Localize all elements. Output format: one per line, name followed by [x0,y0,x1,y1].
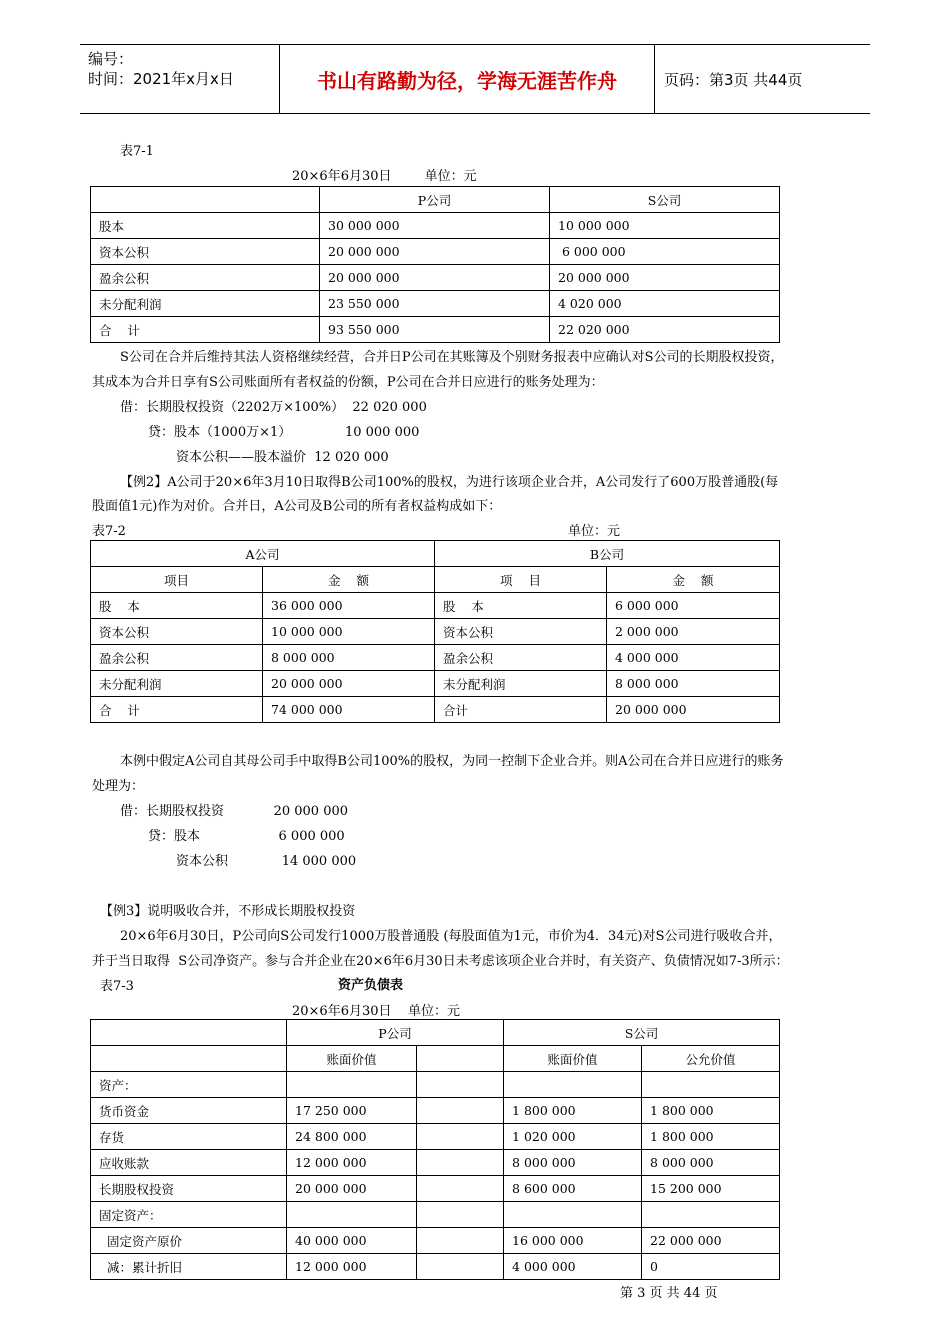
table-header-cell: 账面价值 [287,1046,417,1072]
table-cell: 固定资产： [91,1202,287,1228]
table-cell: 未分配利润 [435,671,607,697]
table-cell: 6 000 000 [607,593,780,619]
table-cell: 22 000 000 [642,1228,780,1254]
table-cell: 20 000 000 [607,697,780,723]
header-meta [80,45,280,113]
table-7-1 [90,186,780,343]
table-row [91,1176,780,1202]
table3-subtitle: 20×6年6月30日 单位：元 [292,1004,461,1019]
table-header-cell: 公允价值 [642,1046,780,1072]
table-cell [417,1228,504,1254]
journal-entry-credit: 贷：股本（1000万×1） 10 000 000 [148,425,420,440]
table-cell [417,1124,504,1150]
journal-entry-credit: 资本公积 14 000 000 [176,854,357,869]
table-cell: 资本公积 [91,239,320,265]
table-row [91,213,780,239]
table-cell: 存货 [91,1124,287,1150]
table-row [91,265,780,291]
table-cell: 20 000 000 [320,239,550,265]
table-cell: 17 250 000 [287,1098,417,1124]
journal-entry-credit: 贷：股本 6 000 000 [148,829,345,844]
table-cell: 盈余公积 [91,265,320,291]
table-header-cell: 金 额 [607,567,780,593]
table-cell: 2 000 000 [607,619,780,645]
table-cell [287,1072,417,1098]
table-cell: 23 550 000 [320,291,550,317]
table-cell: 长期股权投资 [91,1176,287,1202]
table-cell: 22 020 000 [550,317,780,343]
table-cell [287,1202,417,1228]
table-row [91,1124,780,1150]
para1-line2: 其成本为合并日享有S公司账面所有者权益的份额，P公司在合并日应进行的账务处理为： [92,375,604,390]
table-cell [642,1072,780,1098]
table-cell: 8 000 000 [642,1150,780,1176]
table-group-header-row [91,1020,780,1046]
table-cell [417,1176,504,1202]
table-cell: 20 000 000 [550,265,780,291]
table-header-cell: P公司 [287,1020,504,1046]
table-cell: 4 000 000 [504,1254,642,1280]
header-motto: 书山有路勤为径，学海无涯苦作舟 [280,45,655,113]
table-cell: 30 000 000 [320,213,550,239]
table-cell: 1 800 000 [642,1124,780,1150]
table-row [91,593,780,619]
table-cell: 20 000 000 [263,671,435,697]
example2-line1: 【例2】A公司于20×6年3月10日取得B公司100%的股权，为进行该项企业合并，A公司发行了600万股普通股(每 [120,475,779,490]
table-row [91,671,780,697]
example3-title: 【例3】说明吸收合并，不形成长期股权投资 [100,904,356,919]
table-cell [417,1150,504,1176]
example2-note-line1: 本例中假定A公司自其母公司手中取得B公司100%的股权，为同一控制下企业合并。则A公司在合并日应进行的账务 [120,754,784,769]
table-cell: 6 000 000 [550,239,780,265]
table2-caption: 表7-2 [92,524,126,539]
table-header-cell: 账面价值 [504,1046,642,1072]
table-cell: 固定资产原价 [91,1228,287,1254]
table-cell: 10 000 000 [550,213,780,239]
table-cell: 资本公积 [435,619,607,645]
table-cell: 8 000 000 [607,671,780,697]
header-page-info: 页码：第3页 共44页 [664,70,803,89]
table-cell: 货币资金 [91,1098,287,1124]
table-cell [417,1098,504,1124]
table-cell: 资本公积 [91,619,263,645]
table-header-cell [91,187,320,213]
table-header-row [91,187,780,213]
table-cell [417,1254,504,1280]
table-cell: 74 000 000 [263,697,435,723]
table-cell: 减：累计折旧 [91,1254,287,1280]
table3-title: 资产负债表 [338,978,404,993]
page-footer: 第 3 页 共 44 页 [620,1286,718,1301]
table-cell [504,1202,642,1228]
table-cell: 合 计 [91,697,263,723]
table-cell: 8 000 000 [263,645,435,671]
table3-caption: 表7-3 [100,979,134,994]
journal-entry-credit: 资本公积——股本溢价 12 020 000 [176,450,389,465]
table-row [91,1098,780,1124]
table-row [91,317,780,343]
table-cell: 合 计 [91,317,320,343]
table2-unit: 单位：元 [568,524,621,539]
table-header-cell: S公司 [550,187,780,213]
table-row [91,1228,780,1254]
table-cell: 股 本 [91,593,263,619]
table-row [91,291,780,317]
table-cell: 资产： [91,1072,287,1098]
table-cell: 40 000 000 [287,1228,417,1254]
table-cell: 12 000 000 [287,1150,417,1176]
table-header-cell: 项目 [91,567,263,593]
table-cell: 未分配利润 [91,291,320,317]
table-row [91,645,780,671]
table-header-cell: P公司 [320,187,550,213]
table-row [91,1202,780,1228]
table-row [91,619,780,645]
serial-label: 编号： [88,50,134,68]
table-cell: 20 000 000 [287,1176,417,1202]
table-cell: 10 000 000 [263,619,435,645]
table-cell: 股 本 [435,593,607,619]
table-header-cell: 金 额 [263,567,435,593]
table-header-cell: A公司 [91,541,435,567]
table-cell: 应收账款 [91,1150,287,1176]
table-cell: 1 800 000 [504,1098,642,1124]
table-cell: 0 [642,1254,780,1280]
table-cell: 未分配利润 [91,671,263,697]
table-cell [417,1072,504,1098]
table-cell: 93 550 000 [320,317,550,343]
table-7-2 [90,540,780,723]
table-group-header-row [91,541,780,567]
table-header-cell [91,1020,287,1046]
table-header-row [91,1046,780,1072]
table-row [91,697,780,723]
page-header [80,44,870,114]
table-header-cell: B公司 [435,541,780,567]
table-cell: 4 020 000 [550,291,780,317]
table-cell: 1 020 000 [504,1124,642,1150]
example3-line1: 20×6年6月30日，P公司向S公司发行1000万股普通股 (每股面值为1元，市价为4．34元)对S公司进行吸收合并， [120,929,782,944]
table-cell: 36 000 000 [263,593,435,619]
time-label: 时间：2021年x月x日 [88,70,234,88]
table-7-3 [90,1019,780,1280]
table-cell: 股本 [91,213,320,239]
table-cell: 20 000 000 [320,265,550,291]
table-cell: 8 600 000 [504,1176,642,1202]
table-cell: 24 800 000 [287,1124,417,1150]
table-header-row [91,567,780,593]
table-cell: 12 000 000 [287,1254,417,1280]
table-row [91,1072,780,1098]
table-row [91,1150,780,1176]
journal-entry-debit: 借：长期股权投资（2202万×100%） 22 020 000 [120,400,427,415]
table-cell: 盈余公积 [435,645,607,671]
table-cell: 16 000 000 [504,1228,642,1254]
example2-line2: 股面值1元)作为对价。合并日，A公司及B公司的所有者权益构成如下： [92,499,502,514]
table1-caption: 表7-1 [120,144,154,159]
table-cell [642,1202,780,1228]
table-cell [504,1072,642,1098]
table-cell: 1 800 000 [642,1098,780,1124]
table1-subtitle: 20×6年6月30日 单位：元 [292,169,477,184]
table-row [91,239,780,265]
table-cell [417,1202,504,1228]
table-header-cell: 项 目 [435,567,607,593]
example2-note-line2: 处理为： [92,779,145,794]
table-header-cell: S公司 [504,1020,780,1046]
journal-entry-debit: 借：长期股权投资 20 000 000 [120,804,349,819]
table-cell: 合计 [435,697,607,723]
example3-line2: 并于当日取得 S公司净资产。参与合并企业在20×6年6月30日未考虑该项企业合并时，有关资产、负债情况如7-3所示： [92,954,789,969]
table-cell: 盈余公积 [91,645,263,671]
table-cell: 8 000 000 [504,1150,642,1176]
table-row [91,1254,780,1280]
para1-line1: S公司在合并后维持其法人资格继续经营，合并日P公司在其账簿及个别财务报表中应确认对S公司的长期股权投资， [120,350,784,365]
table-cell: 4 000 000 [607,645,780,671]
table-cell: 15 200 000 [642,1176,780,1202]
table-header-cell [91,1046,287,1072]
table-header-cell [417,1046,504,1072]
